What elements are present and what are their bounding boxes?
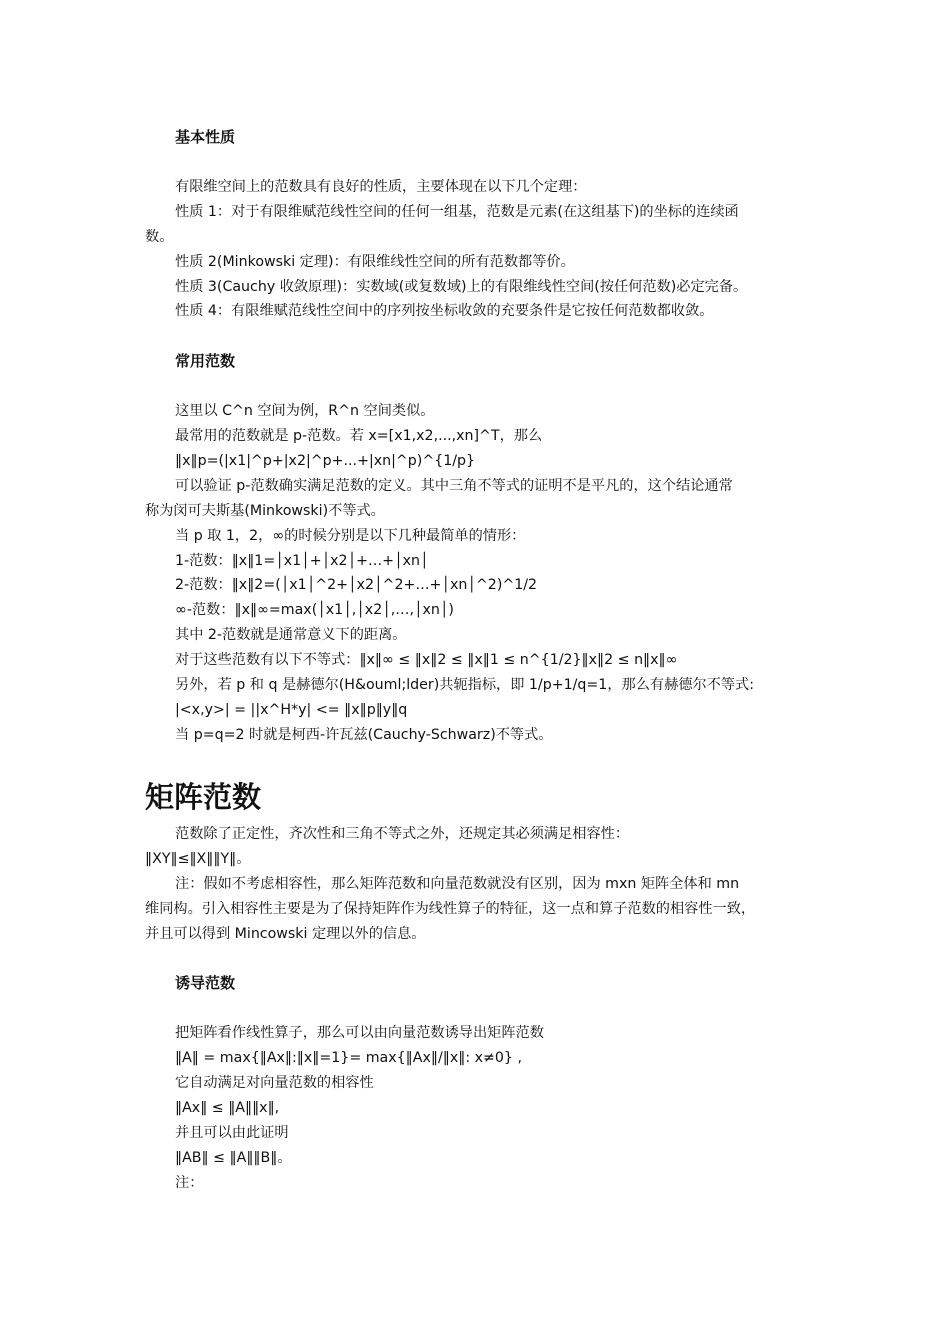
paragraph-line: 它自动满足对向量范数的相容性 <box>175 1075 374 1091</box>
paragraph-line: 当 p=q=2 时就是柯西-许瓦兹(Cauchy-Schwarz)不等式。 <box>175 727 553 743</box>
formula-line: |<x,y>| = ||x^H*y| <= ‖x‖p‖y‖q <box>175 702 408 718</box>
formula-line: 1-范数：‖x‖1=│x1│+│x2│+…+│xn│ <box>175 553 429 569</box>
heading-matrix-norms: 矩阵范数 <box>145 780 262 814</box>
formula-line: 2-范数：‖x‖2=(│x1│^2+│x2│^2+…+│xn│^2)^1/2 <box>175 577 538 593</box>
paragraph-line: 范数除了正定性，齐次性和三角不等式之外，还规定其必须满足相容性： <box>175 826 630 842</box>
paragraph-line: 其中 2-范数就是通常意义下的距离。 <box>175 627 407 643</box>
paragraph-line: 这里以 C^n 空间为例，R^n 空间类似。 <box>175 403 435 419</box>
formula-line: ‖x‖p=(|x1|^p+|x2|^p+...+|xn|^p)^{1/p} <box>175 453 476 469</box>
paragraph-line: 性质 3(Cauchy 收敛原理)：实数域(或复数域)上的有限维线性空间(按任何范数)必定完备。 <box>175 279 748 295</box>
paragraph-line: 当 p 取 1，2，∞的时候分别是以下几种最简单的情形： <box>175 528 526 544</box>
paragraph-line: 性质 2(Minkowski 定理)：有限维线性空间的所有范数都等价。 <box>175 254 575 270</box>
paragraph-line: 数。 <box>145 229 174 245</box>
paragraph-line: 性质 1：对于有限维赋范线性空间的任何一组基，范数是元素(在这组基下)的坐标的连续函 <box>175 204 739 220</box>
heading-induced-norms: 诱导范数 <box>175 974 236 992</box>
paragraph-line: 性质 4：有限维赋范线性空间中的序列按坐标收敛的充要条件是它按任何范数都收敛。 <box>175 303 714 319</box>
formula-line: ‖A‖ = max{‖Ax‖:‖x‖=1}= max{‖Ax‖/‖x‖: x≠0} , <box>175 1050 522 1066</box>
formula-line: ‖AB‖ ≤ ‖A‖‖B‖。 <box>175 1150 292 1166</box>
paragraph-line: 维同构。引入相容性主要是为了保持矩阵作为线性算子的特征，这一点和算子范数的相容性一致， <box>145 901 756 917</box>
formula-line: ‖Ax‖ ≤ ‖A‖‖x‖, <box>175 1100 280 1116</box>
paragraph-line: 并且可以由此证明 <box>175 1125 289 1141</box>
paragraph-line: 有限维空间上的范数具有良好的性质，主要体现在以下几个定理： <box>175 179 587 195</box>
formula-line: ‖XY‖≤‖X‖‖Y‖。 <box>145 851 251 867</box>
heading-common-norms: 常用范数 <box>175 352 236 370</box>
formula-line: 对于这些范数有以下不等式：‖x‖∞ ≤ ‖x‖2 ≤ ‖x‖1 ≤ n^{1/2}‖x‖2 ≤ n‖x‖∞ <box>175 652 678 668</box>
paragraph-line: 注：假如不考虑相容性，那么矩阵范数和向量范数就没有区别，因为 mxn 矩阵全体和 mn <box>175 876 740 892</box>
formula-line: ∞-范数：‖x‖∞=max(│x1│,│x2│,…,│xn│) <box>175 602 454 618</box>
paragraph-line: 把矩阵看作线性算子，那么可以由向量范数诱导出矩阵范数 <box>175 1025 544 1041</box>
paragraph-line: 可以验证 p-范数确实满足范数的定义。其中三角不等式的证明不是平凡的，这个结论通常 <box>175 478 733 494</box>
paragraph-line: 称为闵可夫斯基(Minkowski)不等式。 <box>145 503 385 519</box>
heading-basic-properties: 基本性质 <box>175 128 236 146</box>
paragraph-line: 并且可以得到 Mincowski 定理以外的信息。 <box>145 926 426 942</box>
paragraph-line: 注： <box>175 1175 204 1191</box>
paragraph-line: 另外，若 p 和 q 是赫德尔(H&ouml;lder)共轭指标，即 1/p+1/q=1，那么有赫德尔不等式: <box>175 677 754 693</box>
paragraph-line: 最常用的范数就是 p-范数。若 x=[x1,x2,...,xn]^T，那么 <box>175 428 543 444</box>
